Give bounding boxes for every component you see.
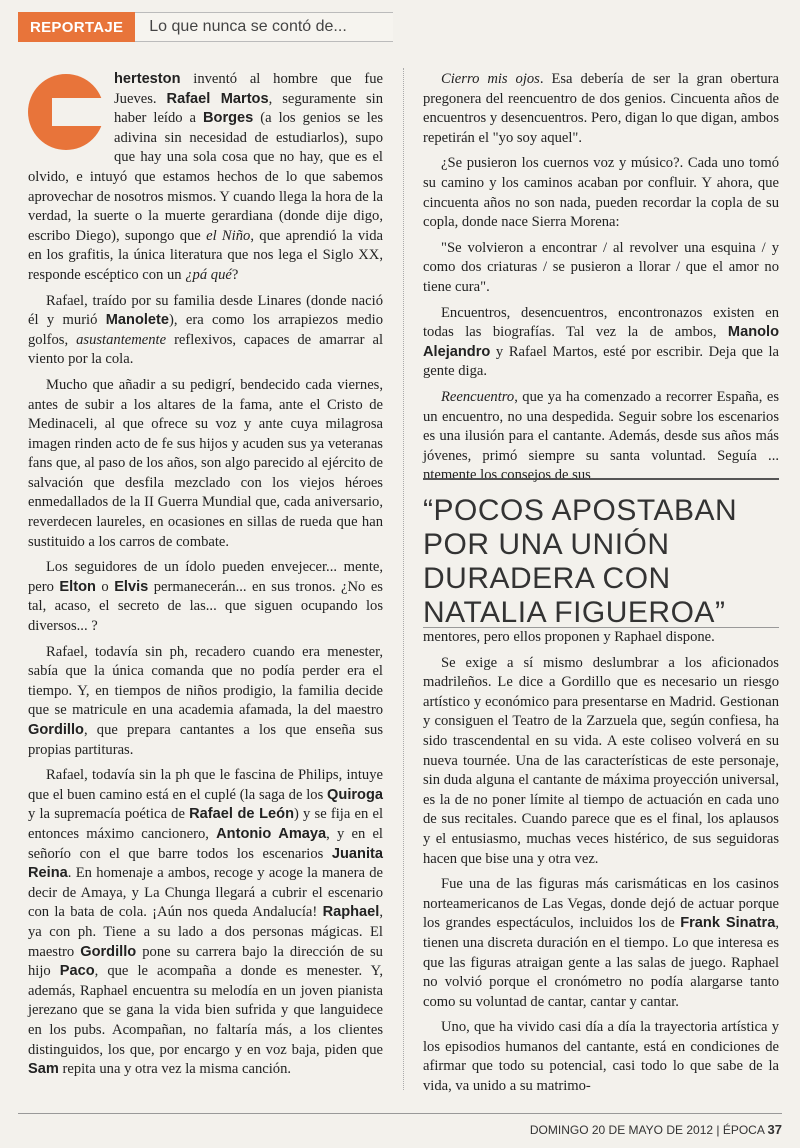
- footer-rule: [18, 1113, 782, 1114]
- paragraph: Reencuentro, que ya ha comenzado a recorrer España, es un encuentro, no una despedida. Seguir sobre los escenarios es una ilusión para el cantante. Además, desde sus años más jóvenes, primó siempre su santa voluntad. Seguía ... ntemente los consejos de sus: [423, 388, 779, 484]
- footer-date: DOMINGO 20 DE MAYO DE 2012 | ÉPOCA: [529, 1123, 765, 1137]
- paragraph: Mucho que añadir a su pedigrí, bendecido cada viernes, antes de subir a los altares de la fama, ante el Cristo de Medinaceli, al que ofrece su voz y ante cuya milagrosa imagen rinden acto de fe sus hijos y acuden sus ya veteranas fans que, al paso de los años, son algo parecido al ejército de salvación que desfila mezclado con los viejos héroes enmedallados de la II Guerra Mundial que, cada aniversario, reverdecen laureles, en ocasiones en sillas de rueda que han sustituido a los carros de combate.: [28, 376, 383, 550]
- pull-quote: “POCOS APOSTABAN POR UNA UNIÓN DURADERA CON NATALIA FIGUEROA”: [423, 478, 779, 628]
- footer: [530, 1122, 782, 1137]
- paragraph: herteston inventó al hombre que fue Jueves. Rafael Martos, seguramente sin haber leído a Borges (a los genios se les adivina sin necesidad de estudiarlos), supo que hay una sola cosa que no hay, que es el olvido, e intuyó que estamos hechos de lo que sabemos aprovechar de nosotros mismos. Y cuando llega la hora de la verdad, la suerte o la muerte gerardiana (donde dije digo, escribo Diego), supongo que el Niño, que aprendió la vida en los grafitis, la única literatura que nos lega el Siglo XX, responde escéptico con un ¿pá qué?: [28, 71, 383, 283]
- kicker: Lo que nunca se contó de...: [135, 12, 393, 42]
- section-tag: REPORTAJE: [18, 12, 135, 42]
- paragraph: Uno, que ha vivido casi día a día la trayectoria artística y los episodios humanos del cantante, está en condiciones de afirmar que todo su potencial, casi todo lo que sabe de la vida, va unido a su matrimo-: [423, 1019, 779, 1095]
- paragraph: ¿Se pusieron los cuernos voz y músico?. Cada uno tomó su camino y los caminos acaban por confluir. Y ahora, que cincuenta años no son nada, pueden recordar la copla de su copla, donde nace Sierra Morena:: [423, 155, 779, 231]
- column-divider: [403, 68, 404, 1090]
- left-column: [28, 70, 383, 1086]
- right-column-bottom: [423, 628, 779, 1103]
- paragraph: mentores, pero ellos proponen y Raphael dispone.: [423, 629, 715, 645]
- paragraph: Cierro mis ojos. Esa debería de ser la gran obertura pregonera del reencuentro de dos genios. Cincuenta años de encuentros y desencuentros. Pero, digan lo que digan, ambos repetirán el "yo soy aquel".: [423, 71, 780, 146]
- paragraph: Fue una de las figuras más carismáticas en los casinos norteamericanos de Las Vegas, donde dejó de actuar porque los grandes espectáculos, incluidos los de Frank Sinatra, tienen una discreta duración en el tiempo. Lo que interesa es que las figuras atraigan gente a las salas de juego. Raphael no volvió porque el cronómetro no podía alargarse tanto como su voluntad de cantar, cantar y cantar.: [423, 876, 779, 1010]
- page-number: 37: [767, 1122, 782, 1137]
- right-column-top: [423, 70, 779, 492]
- verse-quote: "Se volvieron a encontrar / al revolver una esquina / y como dos criaturas / se pusieron a llorar / que el amor no tiene cura".: [423, 239, 779, 295]
- section-header: [18, 12, 393, 42]
- paragraph: Se exige a sí mismo deslumbrar a los aficionados madrileños. Le dice a Gordillo que es necesario un riesgo artístico y económico para presentarse en Madrid. Gestionan y consiguen el Teatro de la Zarzuela que, según confiesa, ha sido trascendental en su vida. A este coliseo volverá en su nueva tournée. Una de las características de este personaje, sin duda alguna el cantante de máxima proyección universal, es la de no poner límite al tiempo de actuación en cada uno de sus recitales. Cuando parece que es el final, los aplausos y el entusiasmo, muchas veces histérico, de sus seguidoras hacen que bise una y otra vez.: [423, 654, 779, 867]
- dropcap-c-icon: [28, 74, 104, 150]
- paragraph: Encuentros, desencuentros, encontronazos existen en todas las biografías. Tal vez la de ambos, Manolo Alejandro y Rafael Martos, esté por escribir. Deja que la gente diga.: [423, 304, 779, 380]
- paragraph: Rafael, todavía sin ph, recadero cuando era menester, sabía que la única comanda que no podía perder era el tiempo. Y, en tiempos de niños prodigio, la familia decide que se matricule en una academia afamada, la del maestro Gordillo, que prepara cantantes a los que enseña sus propias partituras.: [28, 643, 383, 758]
- paragraph: Rafael, traído por su familia desde Linares (donde nació él y murió Manolete), era como los arrapiezos medio golfos, asustantemente reflexivos, capaces de amarrar al viento por la cola.: [28, 292, 384, 368]
- paragraph: Rafael, todavía sin la ph que le fascina de Philips, intuye que el buen camino está en el cuplé (la saga de los Quiroga y la supremacía poética de Rafael de León) y se fija en el entonces máximo cancionero, Antonio Amaya, y en el señorío con el que barre todos los escenarios Juanita Reina. En homenaje a ambos, recoge y acoge la manera de decir de Amaya, y La Chunga llegará a cubrir el escenario con la bata de cola. ¡Aún nos queda Andalucía! Raphael, ya con ph. Tiene a su lado a dos personas mágicas. El maestro Gordillo pone su carrera bajo la dirección de su hijo Paco, que le acompaña a donde es menester. Y, además, Raphael encuentra su melodía en un joven pianista jerezano que se gana la vida bien sufrida y que languidece en los pubs. Acompañan, no faltaría más, a los clientes distinguidos, los que, por encargo y en voz baja, piden que Sam repita una y otra vez la misma canción.: [28, 767, 384, 1078]
- paragraph: Los seguidores de un ídolo pueden envejecer... mente, pero Elton o Elvis permanecerán... en sus tronos. ¿No es tal, acaso, el secreto de las... que siguen ocupando los diversos... ?: [28, 559, 383, 635]
